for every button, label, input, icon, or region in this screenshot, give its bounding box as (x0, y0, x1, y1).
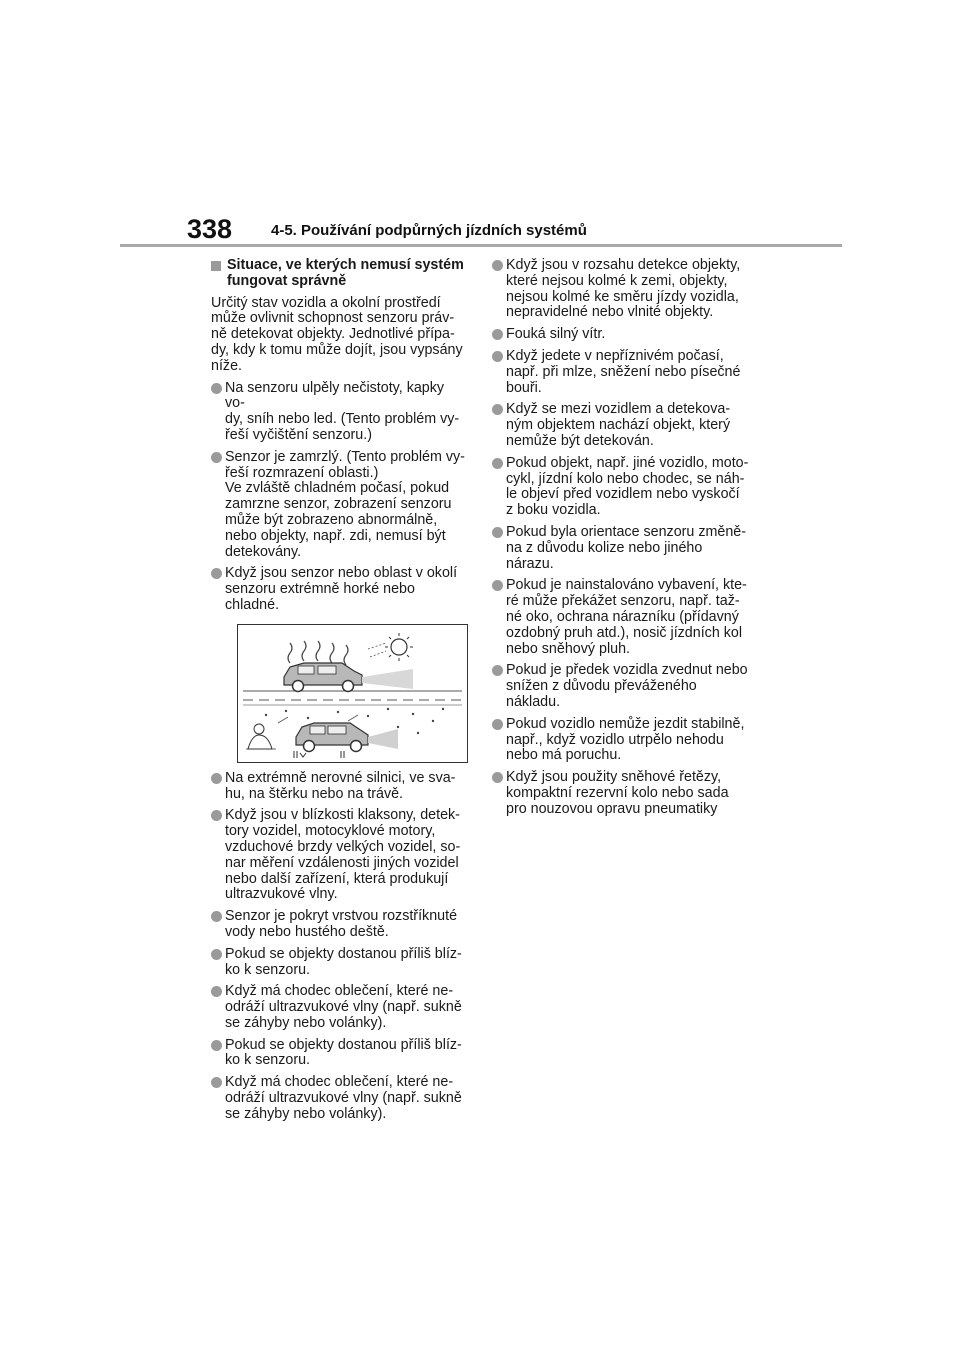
list-item (492, 663, 752, 710)
square-bullet-icon (211, 261, 221, 271)
bullet-icon (211, 568, 222, 579)
list-item (492, 349, 752, 396)
list-item (492, 578, 752, 657)
list-item-text: Když jsou v blízkosti klaksony, detek- tory vozidel, motocyklové motory, vzduchové brzdy velkých vozidel, so- nar měření vzdálenosti jiných vozidel nebo další zařízení, která produkují ultrazvukové vlny. (225, 807, 461, 903)
list-item (211, 1075, 467, 1122)
bullet-icon (492, 665, 503, 676)
list-item (211, 909, 467, 941)
section-title: 4-5. Používání podpůrných jízdních systémů (271, 222, 587, 239)
list-item-text: Pokud vozidlo nemůže jezdit stabilně, např., když vozidlo utrpělo nehodu nebo má poruchu. (506, 715, 745, 764)
list-item-text: Na extrémně nerovné silnici, ve sva- hu, na štěrku nebo na trávě. (225, 769, 456, 802)
list-item-text: Pokud objekt, např. jiné vozidlo, moto- cykl, jízdní kolo nebo chodec, se náh- le objeví před vozidlem nebo vyskočí z boku vozidla. (506, 454, 749, 519)
list-item-text: Když jsou v rozsahu detekce objekty, které nejsou kolmé k zemi, objekty, nejsou kolmé ke směru jízdy vozidla, nepravidelné nebo vlnité objekty. (506, 257, 741, 321)
section-heading-text: Situace, ve kterých nemusí systém fungovat správně (227, 257, 464, 289)
list-item (492, 327, 752, 343)
list-item (211, 450, 467, 561)
list-item (492, 717, 752, 764)
section-heading (211, 258, 467, 290)
right-column (492, 258, 752, 824)
bullet-icon (492, 351, 503, 362)
list-item-text: Na senzoru ulpěly nečistoty, kapky vo- dy, sníh nebo led. (Tento problém vy- řeší vyčištění senzoru.) (225, 379, 460, 443)
bullet-icon (211, 810, 222, 821)
bullet-icon (211, 452, 222, 463)
intro-paragraph: Určitý stav vozidla a okolní prostředí může ovlivnit schopnost senzoru práv- ně detekovat objekty. Jednotlivé přípa- dy, kdy k tomu může dojít, jsou vypsány níže. (211, 294, 463, 374)
header-rule (120, 244, 842, 247)
sensor-illustration (237, 624, 468, 763)
list-item (211, 381, 467, 444)
list-item (211, 771, 467, 803)
list-item (492, 258, 752, 321)
bullet-icon (492, 580, 503, 591)
list-item-text: Pokud se objekty dostanou příliš blíz- ko k senzoru. (225, 945, 462, 978)
list-item-text: Pokud je předek vozidla zvednut nebo snížen z důvodu převáženého nákladu. (506, 662, 748, 710)
list-item-text: Pokud byla orientace senzoru změně- na z důvodu kolize nebo jiného nárazu. (506, 523, 747, 572)
bullet-icon (211, 1077, 222, 1088)
list-item-text: Pokud je nainstalováno vybavení, kte- ré může překážet senzoru, např. taž- né oko, ochrana nárazníku (přídavný ozdobný pruh atd.), nosič jízdních kol nebo sněhový pluh. (506, 577, 747, 657)
bullet-icon (492, 527, 503, 538)
bullet-icon (211, 1040, 222, 1051)
bullet-icon (211, 773, 222, 784)
list-item (492, 525, 752, 572)
list-item (211, 1038, 467, 1070)
bullet-icon (492, 772, 503, 783)
bullet-icon (492, 458, 503, 469)
bullet-icon (492, 719, 503, 730)
bullet-icon (211, 949, 222, 960)
bullet-icon (211, 383, 222, 394)
bullet-icon (492, 260, 503, 271)
list-item (211, 566, 467, 613)
list-item-text: Když jsou použity sněhové řetězy, kompaktní rezervní kolo nebo sada pro nouzovou opravu pneumatiky (506, 769, 729, 817)
list-item-text: Když má chodec oblečení, které ne- odráží ultrazvukové vlny (např. sukně se záhyby nebo volánky). (225, 1074, 462, 1122)
left-column (211, 258, 467, 1129)
list-item-text: Když se mezi vozidlem a detekova- ným objektem nachází objekt, který nemůže být detekován. (506, 401, 731, 449)
list-item (211, 984, 467, 1031)
list-item (492, 770, 752, 817)
list-item-text: Senzor je zamrzlý. (Tento problém vy- řeší rozmrazení oblasti.) Ve zvláště chladném počasí, pokud zamrzne senzor, zobrazení senzoru může být zobrazeno abnormálně, nebo objekty, např. zdi, nemusí být detekovány. (225, 448, 465, 560)
list-item-text: Pokud se objekty dostanou příliš blíz- ko k senzoru. (225, 1036, 462, 1069)
bullet-icon (492, 404, 503, 415)
bullet-icon (492, 329, 503, 340)
list-item (492, 456, 752, 519)
bullet-icon (211, 986, 222, 997)
list-item-text: Fouká silný vítr. (506, 326, 606, 343)
bullet-icon (211, 911, 222, 922)
page-number: 338 (187, 214, 233, 244)
list-item (211, 808, 467, 903)
list-item-text: Když má chodec oblečení, které ne- odráží ultrazvukové vlny (např. sukně se záhyby nebo volánky). (225, 983, 462, 1031)
list-item-text: Když jedete v nepříznivém počasí, např. při mlze, sněžení nebo písečné bouři. (506, 347, 741, 396)
list-item (211, 947, 467, 979)
list-item (492, 402, 752, 449)
list-item-text: Když jsou senzor nebo oblast v okolí senzoru extrémně horké nebo chladné. (225, 565, 458, 613)
list-item-text: Senzor je pokryt vrstvou rozstříknuté vody nebo hustého deště. (225, 908, 458, 940)
